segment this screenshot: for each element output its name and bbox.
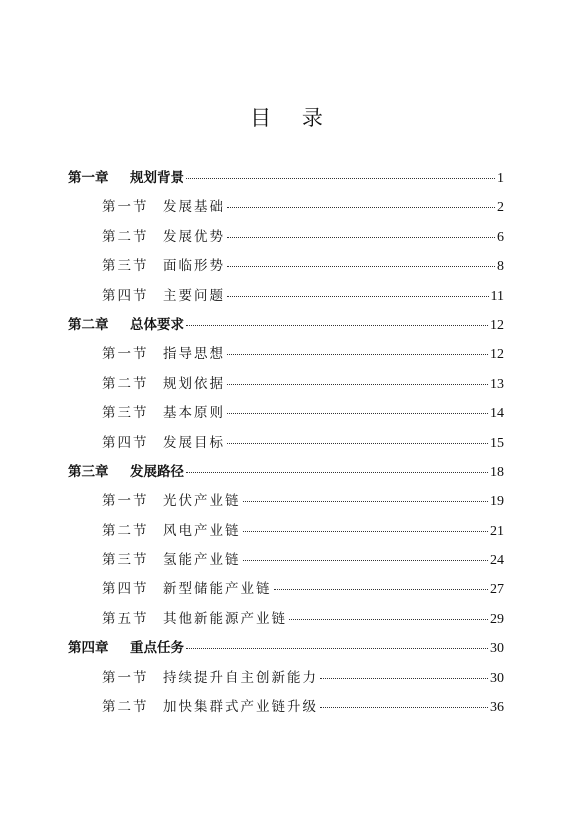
section-number: 第四节 (102, 581, 149, 598)
section-number: 第二节 (102, 522, 149, 539)
dot-leader (227, 207, 495, 208)
section-number: 第四节 (102, 434, 149, 451)
toc-chapter-entry[interactable] (68, 460, 504, 489)
dot-leader (320, 678, 488, 679)
page-number: 13 (490, 376, 504, 392)
chapter-number: 第二章 (68, 316, 109, 333)
section-title: 风电产业链 (163, 522, 241, 539)
dot-leader (227, 266, 495, 267)
dot-leader (320, 707, 488, 708)
page-number: 14 (490, 406, 504, 422)
section-number: 第二节 (102, 699, 149, 716)
section-title: 持续提升自主创新能力 (163, 669, 318, 686)
dot-leader (227, 443, 488, 444)
page-number: 29 (490, 611, 504, 627)
section-number: 第二节 (102, 228, 149, 245)
dot-leader (227, 384, 488, 385)
section-title: 规划依据 (163, 375, 225, 392)
dot-leader (227, 237, 495, 238)
dot-leader (227, 413, 488, 414)
toc-section-entry[interactable] (68, 254, 504, 283)
chapter-title: 发展路径 (130, 463, 184, 480)
section-title: 发展基础 (163, 199, 225, 216)
dot-leader (186, 472, 488, 473)
toc-section-entry[interactable] (68, 577, 504, 606)
dot-leader (274, 589, 489, 590)
dot-leader (186, 178, 495, 179)
toc-section-entry[interactable] (68, 607, 504, 636)
toc-section-entry[interactable] (68, 342, 504, 371)
section-number: 第一节 (102, 669, 149, 686)
page-number: 1 (497, 171, 504, 186)
chapter-title: 总体要求 (130, 316, 184, 333)
toc-section-entry[interactable] (68, 489, 504, 518)
section-title: 光伏产业链 (163, 493, 241, 510)
chapter-number: 第四章 (68, 640, 109, 657)
toc-chapter-entry[interactable] (68, 636, 504, 665)
page-number: 8 (497, 259, 504, 275)
dot-leader (227, 296, 489, 297)
toc-section-entry[interactable] (68, 519, 504, 548)
section-number: 第三节 (102, 405, 149, 422)
dot-leader (243, 501, 489, 502)
section-title: 面临形势 (163, 258, 225, 275)
page-number: 12 (490, 347, 504, 363)
section-title: 新型储能产业链 (163, 581, 272, 598)
section-title: 其他新能源产业链 (163, 610, 287, 627)
toc-section-entry[interactable] (68, 284, 504, 313)
page-number: 6 (497, 229, 504, 245)
chapter-title: 规划背景 (130, 170, 184, 186)
toc-section-entry[interactable] (68, 666, 504, 695)
chapter-number: 第一章 (68, 170, 109, 186)
page-number: 11 (490, 288, 504, 304)
page-title: 目 录 (250, 106, 335, 130)
toc-section-entry[interactable] (68, 431, 504, 460)
page-number: 18 (490, 464, 504, 480)
dot-leader (227, 354, 488, 355)
section-number: 第一节 (102, 346, 149, 363)
toc-section-entry[interactable] (68, 195, 504, 224)
section-number: 第五节 (102, 610, 149, 627)
toc-section-entry[interactable] (68, 401, 504, 430)
page-number: 30 (490, 670, 504, 686)
toc-section-entry[interactable] (68, 695, 504, 724)
toc-section-entry[interactable] (68, 372, 504, 401)
section-title: 发展优势 (163, 228, 225, 245)
section-title: 氢能产业链 (163, 552, 241, 569)
section-title: 发展目标 (163, 434, 225, 451)
chapter-number: 第三章 (68, 463, 109, 480)
page-number: 12 (490, 317, 504, 333)
section-title: 主要问题 (163, 287, 225, 304)
toc-chapter-entry[interactable] (68, 166, 504, 195)
section-number: 第二节 (102, 375, 149, 392)
dot-leader (186, 325, 488, 326)
dot-leader (243, 531, 489, 532)
page-number: 2 (497, 200, 504, 216)
page-number: 19 (490, 494, 504, 510)
chapter-title: 重点任务 (130, 640, 184, 657)
table-of-contents (68, 166, 504, 724)
dot-leader (289, 619, 488, 620)
toc-chapter-entry[interactable] (68, 313, 504, 342)
section-title: 指导思想 (163, 346, 225, 363)
section-title: 基本原则 (163, 405, 225, 422)
page-number: 15 (490, 435, 504, 451)
page-number: 27 (490, 582, 504, 598)
toc-section-entry[interactable] (68, 548, 504, 577)
toc-section-entry[interactable] (68, 225, 504, 254)
page-number: 21 (490, 523, 504, 539)
page-number: 30 (490, 641, 504, 657)
section-number: 第三节 (102, 552, 149, 569)
section-number: 第三节 (102, 258, 149, 275)
section-number: 第一节 (102, 493, 149, 510)
section-number: 第四节 (102, 287, 149, 304)
dot-leader (243, 560, 489, 561)
section-number: 第一节 (102, 199, 149, 216)
dot-leader (186, 648, 488, 649)
page-number: 36 (490, 700, 504, 716)
section-title: 加快集群式产业链升级 (163, 699, 318, 716)
page-number: 24 (490, 553, 504, 569)
